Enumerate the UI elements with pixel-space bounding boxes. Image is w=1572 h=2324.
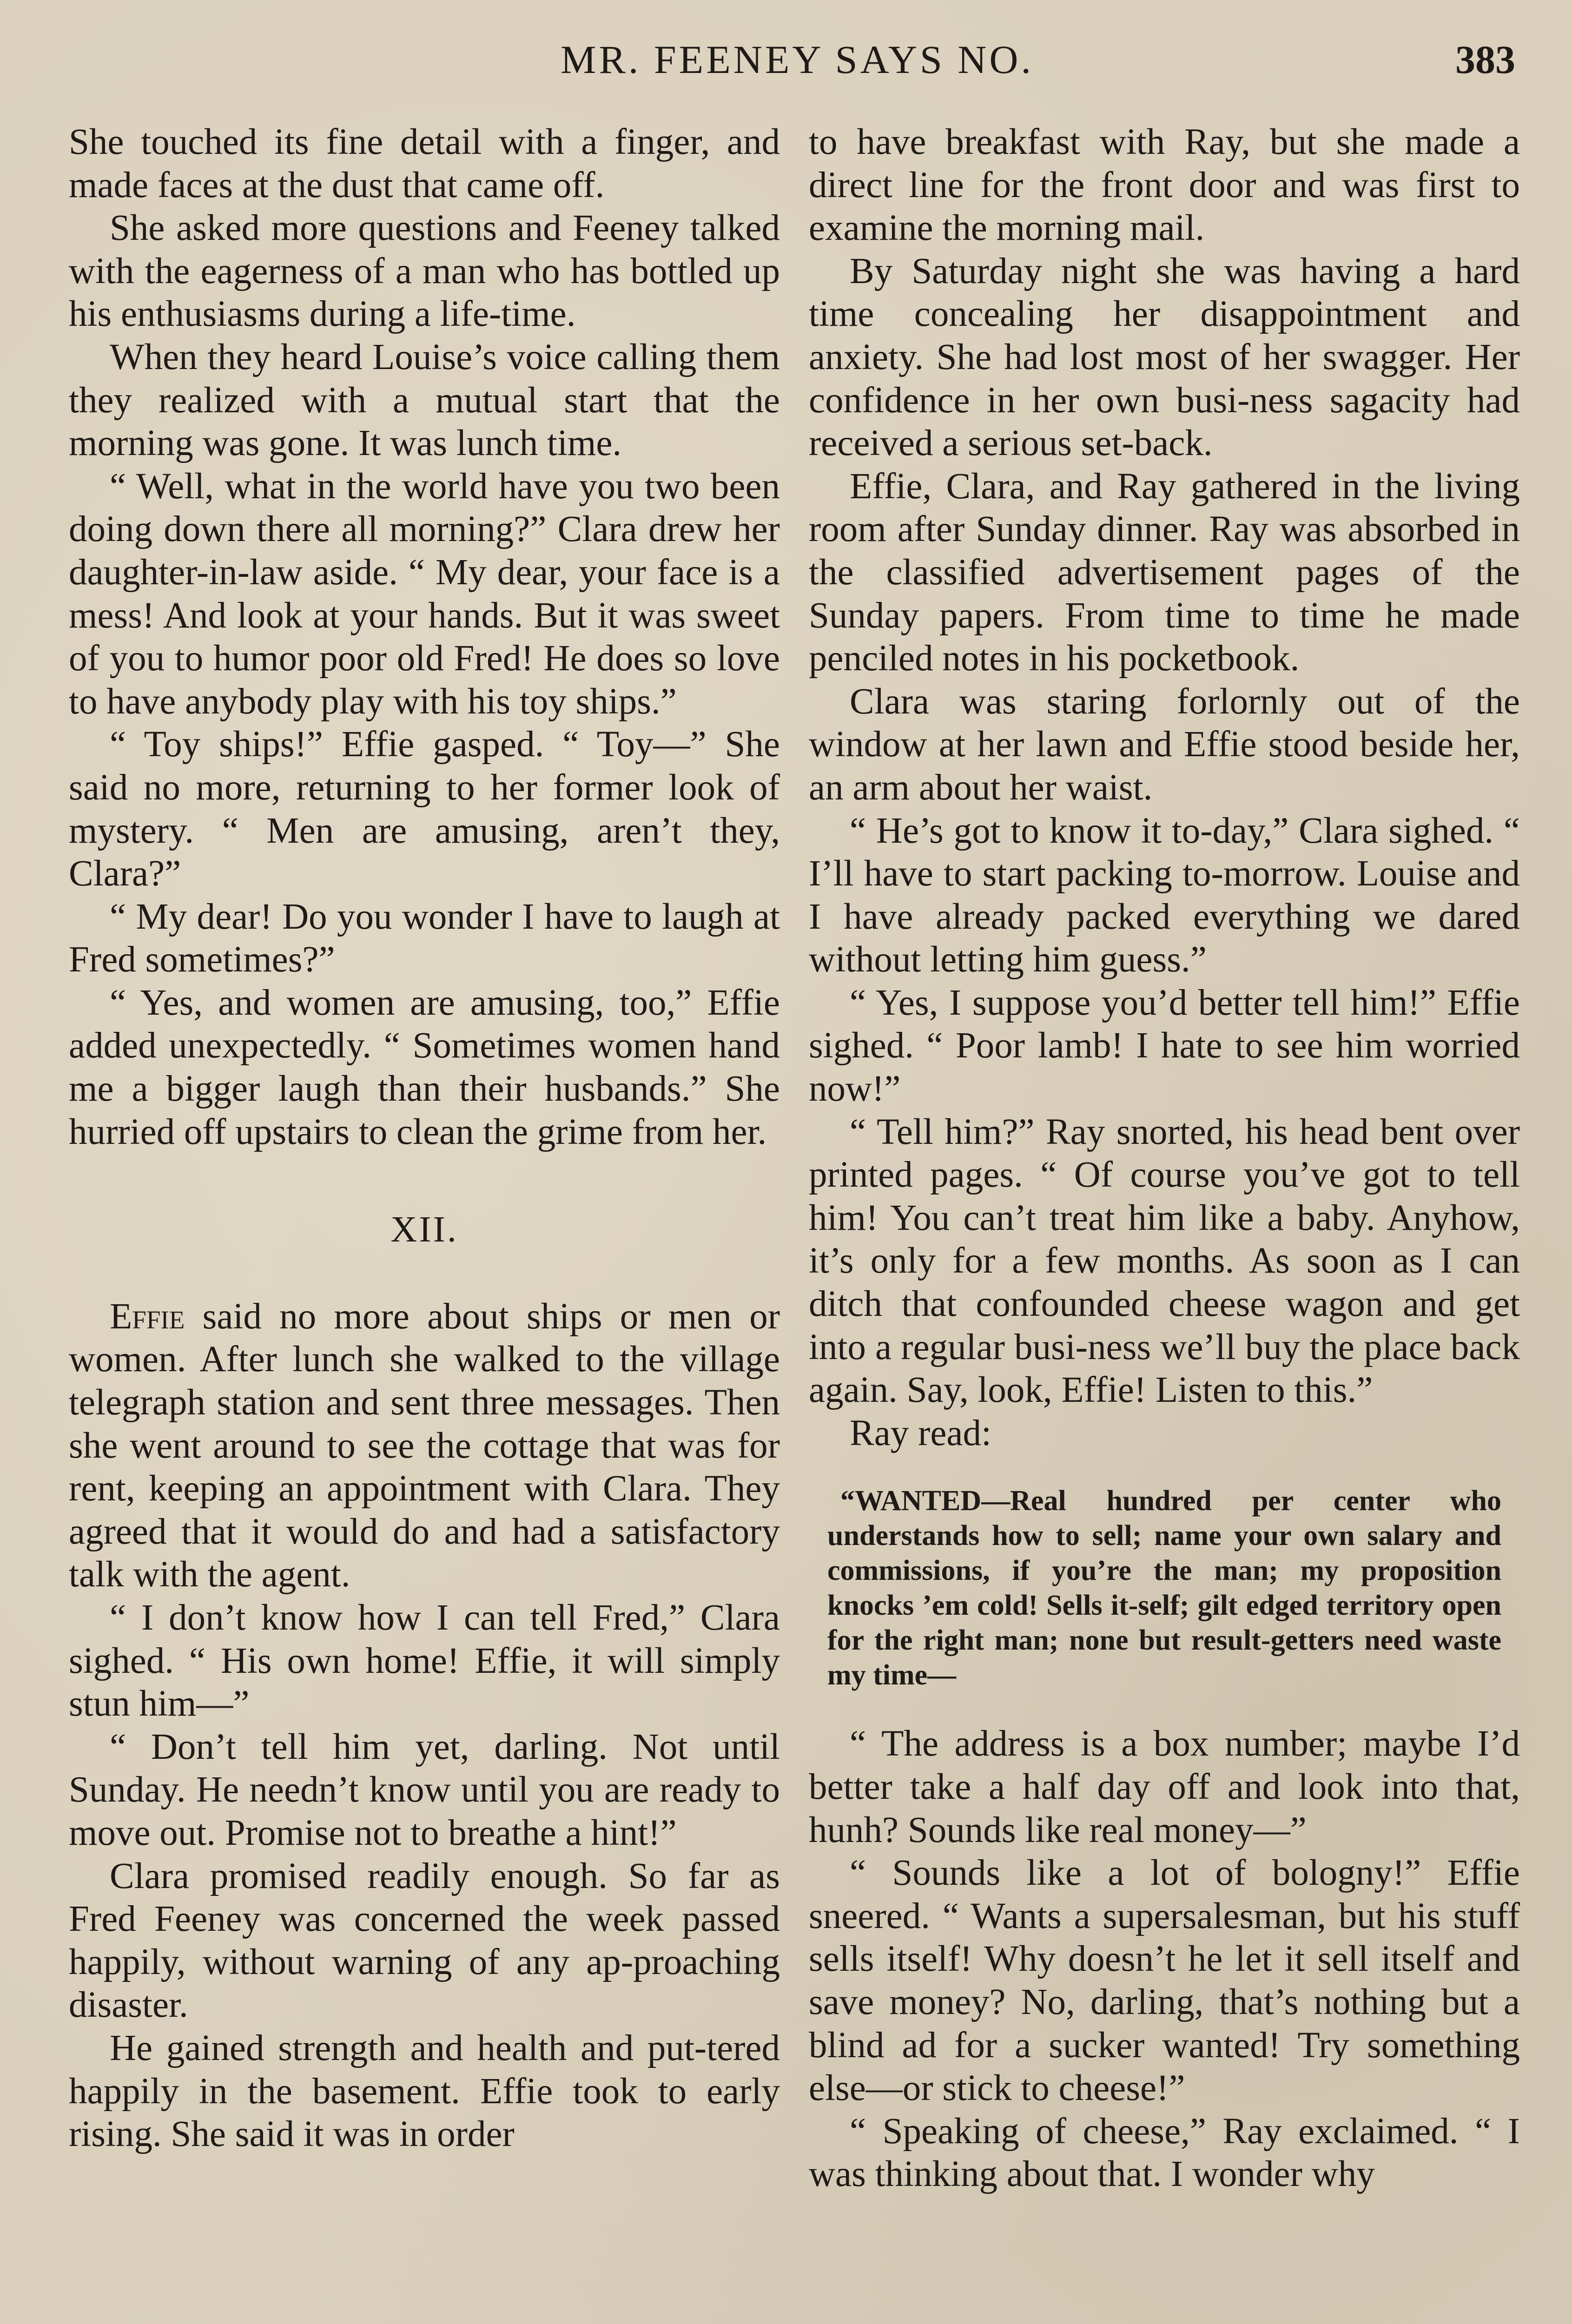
paragraph: By Saturday night she was having a hard time concealing her disappointment and anxiety. She had lost most of her swagger. Her confidence in her own busi-ness sagacity had received a serious set-back. xyxy=(809,251,1520,464)
paragraph: Clara was staring forlornly out of the window at her lawn and Effie stood beside her, an arm about her waist. xyxy=(809,681,1520,808)
paragraph: When they heard Louise’s voice calling them they realized with a mutual start that the morning was gone. It was lunch time. xyxy=(69,337,780,464)
ad-text: “WANTED—Real hundred per center who understands how to sell; name your own salary and commissions, if you’re the man; my proposition knocks ’em cold! Sells it-self; gilt edged territory open for the right man; none but result-getters need waste my time— xyxy=(827,1485,1501,1691)
paragraph: “ Yes, I suppose you’d better tell him!” Effie sighed. “ Poor lamb! I hate to see him worried now!” xyxy=(809,982,1520,1109)
left-column xyxy=(69,121,780,2156)
paragraph: He gained strength and health and put-tered happily in the basement. Effie took to early rising. She said it was in order xyxy=(69,2027,780,2155)
paragraph: Effie, Clara, and Ray gathered in the living room after Sunday dinner. Ray was absorbed in the classified advertisement pages of the Sunday papers. From time to time he made penciled notes in his pocketbook. xyxy=(809,466,1520,679)
paragraph: “ Toy ships!” Effie gasped. “ Toy—” She said no more, returning to her former look of mystery. “ Men are amusing, aren’t they, Clara?” xyxy=(69,724,780,894)
paragraph: “ I don’t know how I can tell Fred,” Clara sighed. “ His own home! Effie, it will simply stun him—” xyxy=(69,1598,780,1724)
running-title: MR. FEENEY SAYS NO. xyxy=(561,37,1034,82)
paragraph: “ Tell him?” Ray snorted, his head bent over printed pages. “ Of course you’ve got to tell him! You can’t treat him like a baby. Anyhow, it’s only for a few months. As soon as I can ditch that confounded cheese wagon and get into a regular busi-ness we’ll buy the place back again. Say, look, Effie! Listen to this.” xyxy=(809,1111,1520,1411)
read-line: Ray read: xyxy=(850,1413,991,1453)
page-number: 383 xyxy=(1455,37,1515,82)
paragraph: “ Sounds like a lot of bologny!” Effie sneered. “ Wants a supersalesman, but his stuff sells itself! Why doesn’t he let it sell itself and save money? No, darling, that’s nothing but a blind ad for a sucker wanted! Try something else—or stick to cheese!” xyxy=(809,1853,1520,2109)
paragraph: “ The address is a box number; maybe I’d better take a half day off and look into that, hunh? Sounds like real money—” xyxy=(809,1723,1520,1850)
paragraph: “ He’s got to know it to-day,” Clara sighed. “ I’ll have to start packing to-morrow. Louise and I have already packed everything we dared without letting him guess.” xyxy=(809,810,1520,980)
paragraph: “ My dear! Do you wonder I have to laugh at Fred sometimes?” xyxy=(69,896,780,980)
paragraph: “ Don’t tell him yet, darling. Not until Sunday. He needn’t know until you are ready to move out. Promise not to breathe a hint!” xyxy=(69,1726,780,1853)
section-first-paragraph-text: said no more about ships or men or women. After lunch she walked to the village telegraph station and sent three messages. Then she went around to see the cottage that was for rent, keeping an appointment with Clara. They agreed that it would do and had a satisfactory talk with the agent. xyxy=(69,1296,780,1595)
paragraph: She asked more questions and Feeney talked with the eagerness of a man who has bottled up his enthusiasms during a life-time. xyxy=(69,208,780,335)
section-opening-paragraph xyxy=(69,1295,780,1597)
section-heading: XII. xyxy=(390,1209,458,1250)
paragraph: “ Speaking of cheese,” Ray exclaimed. “ I was thinking about that. I wonder why xyxy=(809,2111,1520,2195)
paragraph: Clara promised readily enough. So far as Fred Feeney was concerned the week passed happily, without warning of any ap-proaching disaster. xyxy=(69,1855,780,2026)
classified-ad-quote xyxy=(827,1484,1501,1693)
paragraph: “ Yes, and women are amusing, too,” Effie added unexpectedly. “ Sometimes women hand me a bigger laugh than their husbands.” She hurried off upstairs to clean the grime from her. xyxy=(69,982,780,1152)
paragraph: to have breakfast with Ray, but she made a direct line for the front door and was first to examine the morning mail. xyxy=(809,122,1520,249)
section-first-word: Effie xyxy=(110,1296,185,1337)
paragraph: “ Well, what in the world have you two been doing down there all morning?” Clara drew her daughter-in-law aside. “ My dear, your face is a mess! And look at your hands. But it was sweet of you to humor poor old Fred! He does so love to have anybody play with his toy ships.” xyxy=(69,466,780,722)
paragraph: She touched its fine detail with a finger, and made faces at the dust that came off. xyxy=(69,122,780,205)
page-header xyxy=(70,36,1525,97)
right-column xyxy=(809,121,1520,2196)
